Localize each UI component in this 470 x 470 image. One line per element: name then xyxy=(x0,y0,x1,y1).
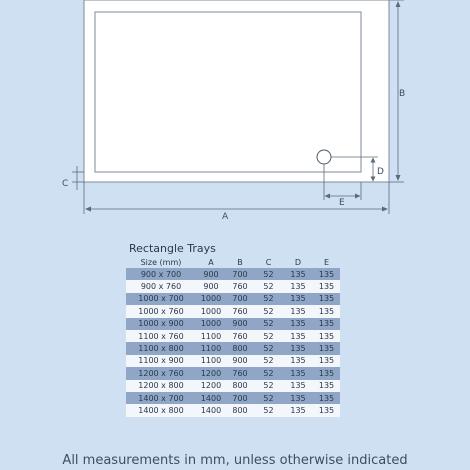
table-row xyxy=(126,342,340,354)
cell-size: 1100 x 760 xyxy=(126,330,196,342)
dim-label-c: C xyxy=(62,179,69,189)
cell-c: 52 xyxy=(254,392,283,404)
table-row xyxy=(126,280,340,292)
cell-d: 135 xyxy=(283,318,313,330)
cell-c: 52 xyxy=(254,355,283,367)
cell-e: 135 xyxy=(313,404,340,416)
cell-e: 135 xyxy=(313,380,340,392)
cell-d: 135 xyxy=(283,404,313,416)
cell-size: 900 x 760 xyxy=(126,280,196,292)
header-b: B xyxy=(237,258,243,267)
header-a: A xyxy=(208,258,214,267)
header-c: C xyxy=(265,258,272,267)
cell-d: 135 xyxy=(283,293,313,305)
dim-label-a: A xyxy=(222,212,229,222)
cell-d: 135 xyxy=(283,392,313,404)
tray-diagram xyxy=(0,0,470,232)
cell-d: 135 xyxy=(283,342,313,354)
cell-e: 135 xyxy=(313,330,340,342)
cell-d: 135 xyxy=(283,280,313,292)
dim-e-arrow-right xyxy=(355,194,361,199)
cell-e: 135 xyxy=(313,268,340,280)
dim-b-arrow-bottom xyxy=(396,175,401,181)
cell-e: 135 xyxy=(313,367,340,379)
cell-d: 135 xyxy=(283,268,313,280)
cell-b: 800 xyxy=(226,404,254,416)
cell-b: 700 xyxy=(226,293,254,305)
header-e: E xyxy=(323,258,330,267)
cell-a: 1400 xyxy=(196,392,226,404)
table-row xyxy=(126,404,340,416)
cell-a: 1100 xyxy=(196,342,226,354)
cell-e: 135 xyxy=(313,355,340,367)
cell-d: 135 xyxy=(283,305,313,317)
cell-d: 135 xyxy=(283,355,313,367)
header-d: D xyxy=(294,258,302,267)
dim-a-arrow-right xyxy=(382,207,388,212)
table-row xyxy=(126,268,340,280)
cell-b: 900 xyxy=(226,318,254,330)
cell-size: 1000 x 900 xyxy=(126,318,196,330)
table-header-row xyxy=(126,257,340,268)
cell-size: 1200 x 800 xyxy=(126,380,196,392)
table-row xyxy=(126,380,340,392)
cell-size: 1000 x 760 xyxy=(126,305,196,317)
table-row xyxy=(126,355,340,367)
cell-b: 760 xyxy=(226,367,254,379)
table-title: Rectangle Trays xyxy=(129,242,216,255)
cell-b: 800 xyxy=(226,342,254,354)
waste-outlet xyxy=(317,150,331,164)
table-row xyxy=(126,293,340,305)
cell-size: 1100 x 800 xyxy=(126,342,196,354)
cell-size: 900 x 700 xyxy=(126,268,196,280)
cell-b: 800 xyxy=(226,380,254,392)
cell-c: 52 xyxy=(254,280,283,292)
dim-label-d: D xyxy=(377,167,384,177)
cell-size: 1200 x 760 xyxy=(126,367,196,379)
cell-a: 1400 xyxy=(196,404,226,416)
cell-c: 52 xyxy=(254,268,283,280)
cell-a: 1000 xyxy=(196,305,226,317)
table-row xyxy=(126,392,340,404)
cell-b: 900 xyxy=(226,355,254,367)
cell-size: 1100 x 900 xyxy=(126,355,196,367)
cell-size: 1000 x 700 xyxy=(126,293,196,305)
cell-e: 135 xyxy=(313,318,340,330)
table-row xyxy=(126,318,340,330)
cell-e: 135 xyxy=(313,392,340,404)
dim-e-arrow-left xyxy=(325,194,331,199)
footer-note: All measurements in mm, unless otherwise indicated xyxy=(62,453,408,468)
cell-c: 52 xyxy=(254,404,283,416)
header-size: Size (mm) xyxy=(140,258,182,267)
cell-a: 1000 xyxy=(196,318,226,330)
dim-a-arrow-left xyxy=(85,207,91,212)
tray-inner xyxy=(95,12,361,172)
cell-b: 760 xyxy=(226,330,254,342)
size-table xyxy=(126,257,340,417)
cell-e: 135 xyxy=(313,280,340,292)
cell-a: 900 xyxy=(196,268,226,280)
cell-a: 1200 xyxy=(196,367,226,379)
cell-b: 760 xyxy=(226,305,254,317)
cell-b: 700 xyxy=(226,392,254,404)
cell-c: 52 xyxy=(254,367,283,379)
cell-d: 135 xyxy=(283,367,313,379)
cell-a: 1200 xyxy=(196,380,226,392)
cell-size: 1400 x 700 xyxy=(126,392,196,404)
table-row xyxy=(126,305,340,317)
cell-c: 52 xyxy=(254,305,283,317)
cell-e: 135 xyxy=(313,293,340,305)
dim-label-b: B xyxy=(399,89,406,99)
table-body xyxy=(126,268,340,417)
dim-label-e: E xyxy=(339,198,345,208)
cell-a: 1000 xyxy=(196,293,226,305)
cell-c: 52 xyxy=(254,293,283,305)
cell-a: 1100 xyxy=(196,330,226,342)
cell-d: 135 xyxy=(283,330,313,342)
cell-d: 135 xyxy=(283,380,313,392)
cell-e: 135 xyxy=(313,305,340,317)
cell-e: 135 xyxy=(313,342,340,354)
table-row xyxy=(126,367,340,379)
cell-a: 900 xyxy=(196,280,226,292)
cell-b: 760 xyxy=(226,280,254,292)
cell-c: 52 xyxy=(254,380,283,392)
cell-c: 52 xyxy=(254,318,283,330)
table-row xyxy=(126,330,340,342)
cell-size: 1400 x 800 xyxy=(126,404,196,416)
cell-a: 1100 xyxy=(196,355,226,367)
cell-c: 52 xyxy=(254,342,283,354)
cell-b: 700 xyxy=(226,268,254,280)
dim-b-arrow-top xyxy=(396,1,401,7)
cell-c: 52 xyxy=(254,330,283,342)
